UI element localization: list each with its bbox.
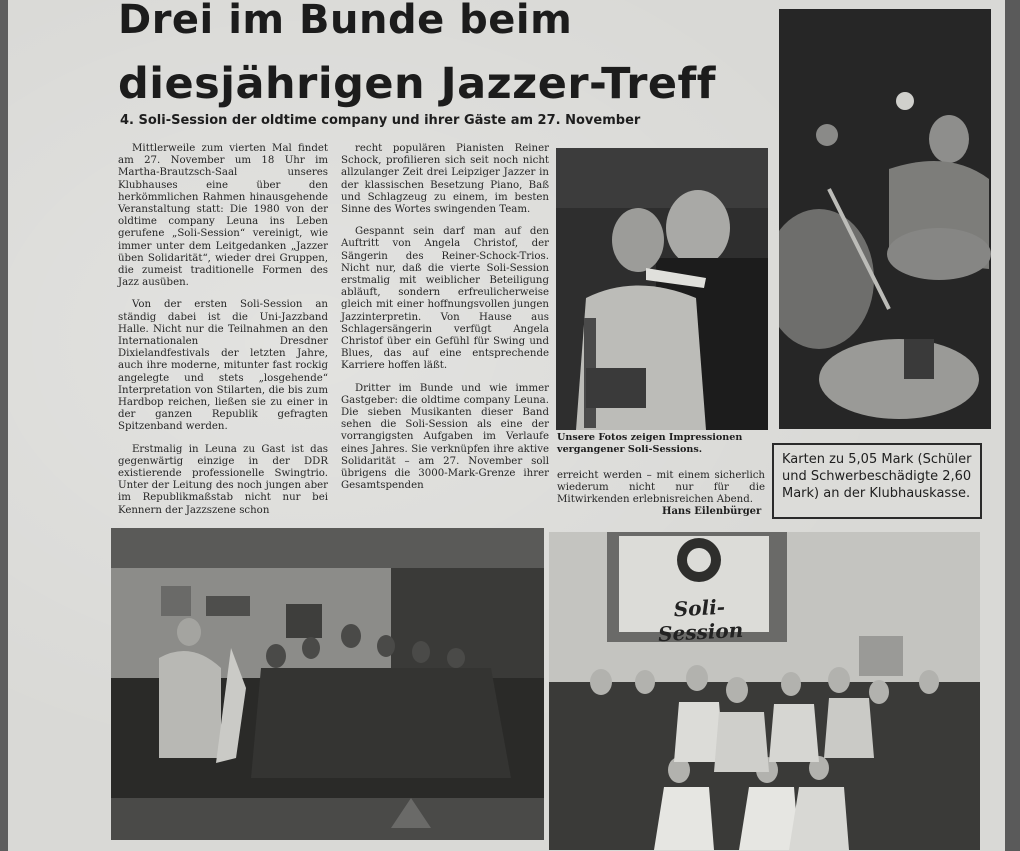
text-column-1 xyxy=(118,143,328,517)
subheadline: 4. Soli-Session der oldtime company und ihrer Gäste am 27. November xyxy=(120,113,641,128)
paragraph: recht populären Pianisten Reiner Schock, profilieren sich seit noch nicht allzulanger Zeit drei Leipziger Jazzer in der klassischen Besetzung Piano, Baß und Schlagzeug zu einem, im besten Sinne des Wortes swingenden Team. xyxy=(341,143,549,216)
headline-line-2: diesjährigen Jazzer-Treff xyxy=(118,59,716,109)
photo-group-banner xyxy=(549,532,980,850)
text-column-3 xyxy=(557,470,765,507)
photo-band-stage xyxy=(111,528,544,840)
ticket-info-box: Karten zu 5,05 Mark (Schüler und Schwerbeschädigte 2,60 Mark) an der Klubhauskasse. xyxy=(772,443,982,519)
paragraph: Dritter im Bunde und wie immer Gastgeber: die oldtime company Leuna. Die sieben Musikanten dieser Band sehen die Soli-Session als eine der vorrangigsten Aufgaben im Verlaufe eines Jahres. Sie verknüpfen ihre aktive Solidarität – am 27. November soll übrigens die 3000-Mark-Grenze ihrer Gesamtspenden xyxy=(341,382,549,492)
paragraph: Erstmalig in Leuna zu Gast ist das gegenwärtig einzige in der DDR existierende professionelle Swingtrio. Unter der Leitung des noch jungen aber im Republikmaßstab nicht nur bei Kennern der Jazzszene schon xyxy=(118,443,328,516)
paragraph: erreicht werden – mit einem sicherlich wiederum nicht nur für die Mitwirkenden erlebnisreichen Abend. xyxy=(557,470,765,506)
headline xyxy=(118,0,716,109)
text-column-2 xyxy=(341,143,549,492)
paragraph: Von der ersten Soli-Session an ständig dabei ist die Uni-Jazzband Halle. Nicht nur die Teilnahmen an den Internationalen Dresdner Dixielandfestivals der letzten Jahre, auch ihre moderne, mitunter fast rockig angelegte und stets „losgehende“ Interpretation von Stilarten, die bis zum Hardbop reichen, ließen sie zu einer in der ganzen Republik gefragten Spitzenband werden. xyxy=(118,299,328,433)
headline-line-1: Drei im Bunde beim xyxy=(118,0,573,43)
photo-caption: Unsere Fotos zeigen Impressionen vergangener Soli-Sessions. xyxy=(557,432,743,455)
paragraph: Gespannt sein darf man auf den Auftritt von Angela Christof, der Sängerin des Reiner-Schock-Trios. Nicht nur, daß die vierte Soli-Session erstmalig mit weiblicher Beteiligung abläuft, sondern erfreulicherweise gleich mit einer hoffnungsvollen jungen Jazzinterpretin. Von Hause aus Schlagersängerin verfügt Angela Christof über ein Gefühl für Swing und Blues, das auf eine entsprechende Karriere hoffen läßt. xyxy=(341,226,549,372)
author-byline: Hans Eilenbürger xyxy=(662,506,762,517)
banner-text: Soli-Session xyxy=(657,594,744,647)
photo-musicians-closeup xyxy=(556,148,768,430)
photo-drummer xyxy=(779,9,991,429)
paragraph: Mittlerweile zum vierten Mal findet am 27. November um 18 Uhr im Martha-Brautzsch-Saal unseres Klubhauses eine über den herkömmlichen Rahmen hinausgehende Veranstaltung statt: Die 1980 von der oldtime company Leuna ins Leben gerufene „Soli-Session“ vereinigt, wie immer unter dem Leitgedanken „Jazzer üben Solidarität“, wieder drei Gruppen, die zumeist traditionelle Formen des Jazz ausüben. xyxy=(118,143,328,289)
background-edge xyxy=(1005,0,1020,851)
